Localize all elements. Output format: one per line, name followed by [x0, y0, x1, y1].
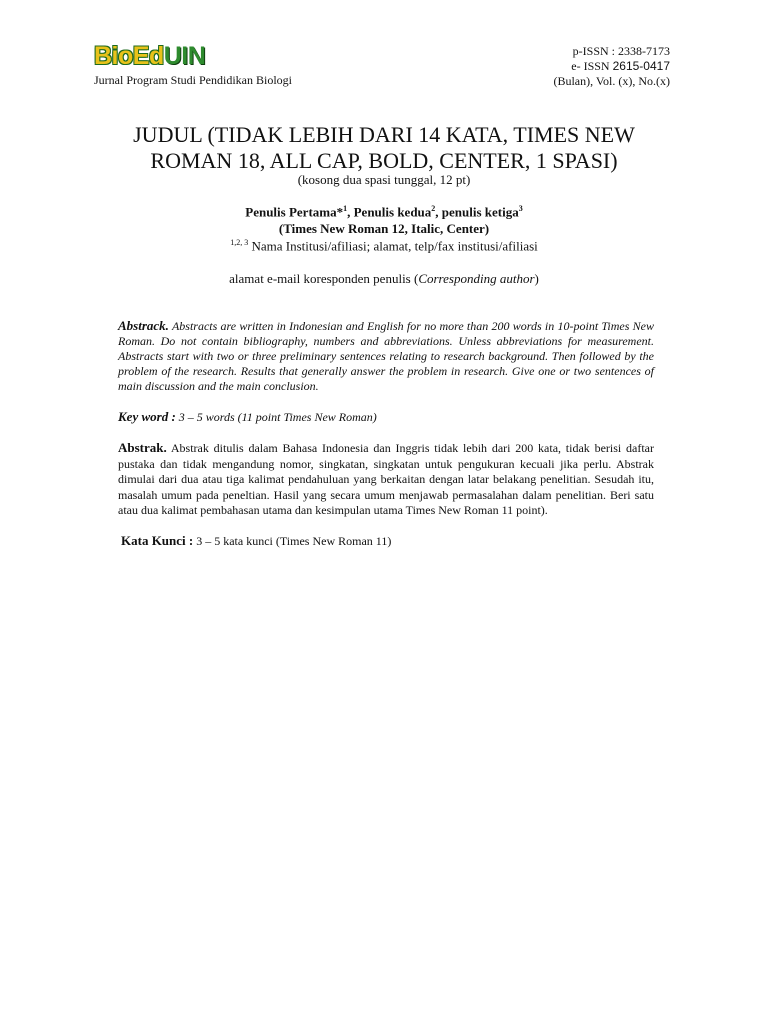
email-suffix: )	[534, 271, 539, 286]
spacing-note: (kosong dua spasi tunggal, 12 pt)	[297, 172, 471, 187]
author-list	[90, 204, 678, 220]
logo-text-bioed: BioEd	[94, 42, 164, 70]
eissn	[553, 59, 670, 74]
affiliation-sup: 1,2, 3	[230, 238, 249, 247]
pissn: p-ISSN : 2338-7173	[572, 44, 670, 58]
volume-info: (Bulan), Vol. (x), No.(x)	[553, 74, 670, 88]
abstract-english	[118, 318, 654, 394]
email-prefix: alamat e-mail koresponden penulis (	[229, 271, 419, 286]
journal-name: Jurnal Program Studi Pendidikan Biologi	[94, 73, 292, 87]
abstract-english-text: Abstracts are written in Indonesian and English for no more than 200 words in 10-point Times New Roman. Do not contain bibliography, numbers and abbreviations. Unless abbreviations for measurement. Abstracts start with two or three preliminary sentences relating to research background. Then followed by the problem of the research. Results that generally answer the problem in research. Give one or two sentences of main discussion and the main conclusion.	[118, 319, 654, 393]
author-3: , penulis ketiga	[435, 204, 519, 220]
author-format-note: (Times New Roman 12, Italic, Center)	[278, 221, 490, 236]
eissn-label: e- ISSN	[571, 59, 613, 73]
keywords-indonesian-heading: Kata Kunci :	[121, 533, 194, 548]
affiliation	[90, 238, 678, 254]
keywords-english-heading: Key word :	[118, 409, 176, 424]
abstract-english-heading: Abstrack.	[118, 318, 169, 333]
author-1-sup: 1	[343, 204, 348, 213]
author-3-sup: 3	[518, 204, 523, 213]
logo-text-uin: UIN	[163, 42, 206, 70]
paper-title	[90, 122, 678, 174]
keywords-english	[118, 409, 377, 425]
eissn-number: 2615-0417	[612, 59, 670, 73]
email-italic: Corresponding author	[418, 271, 535, 286]
corresponding-email	[90, 271, 678, 287]
title-line-2: ROMAN 18, ALL CAP, BOLD, CENTER, 1 SPASI)	[150, 148, 618, 173]
author-1: Penulis Pertama*	[245, 204, 344, 220]
keywords-indonesian-text: 3 – 5 kata kunci (Times New Roman 11)	[193, 534, 392, 548]
abstract-indonesian-heading: Abstrak.	[118, 440, 167, 455]
abstract-indonesian	[118, 440, 654, 519]
keywords-english-text: 3 – 5 words (11 point Times New Roman)	[175, 410, 377, 424]
title-line-1: JUDUL (TIDAK LEBIH DARI 14 KATA, TIMES NEW	[133, 122, 635, 147]
keywords-indonesian	[121, 533, 391, 549]
author-2: , Penulis kedua	[347, 204, 432, 220]
abstract-indonesian-text: Abstrak ditulis dalam Bahasa Indonesia dan Inggris tidak lebih dari 200 kata, tidak berisi daftar pustaka dan tidak mengandung nomor, singkatan, singkatan untuk pengukuran kecuali jika perlu. Abstrak dimulai dari dua atau tiga kalimat pendahuluan yang berkaitan dengan latar belakang penelitian. Sesudah itu, masalah umum pada peneltian. Hasil yang secara umum menjawab permasalahan dalam penelitian. Beri satu atau dua kalimat pembahasan utama dan kesimpulan utama Times New Roman 11 point).	[118, 441, 654, 517]
affiliation-text: Nama Institusi/afiliasi; alamat, telp/fax institusi/afiliasi	[248, 238, 538, 254]
author-2-sup: 2	[431, 204, 436, 213]
journal-logo	[94, 44, 205, 69]
issn-block	[553, 44, 670, 89]
